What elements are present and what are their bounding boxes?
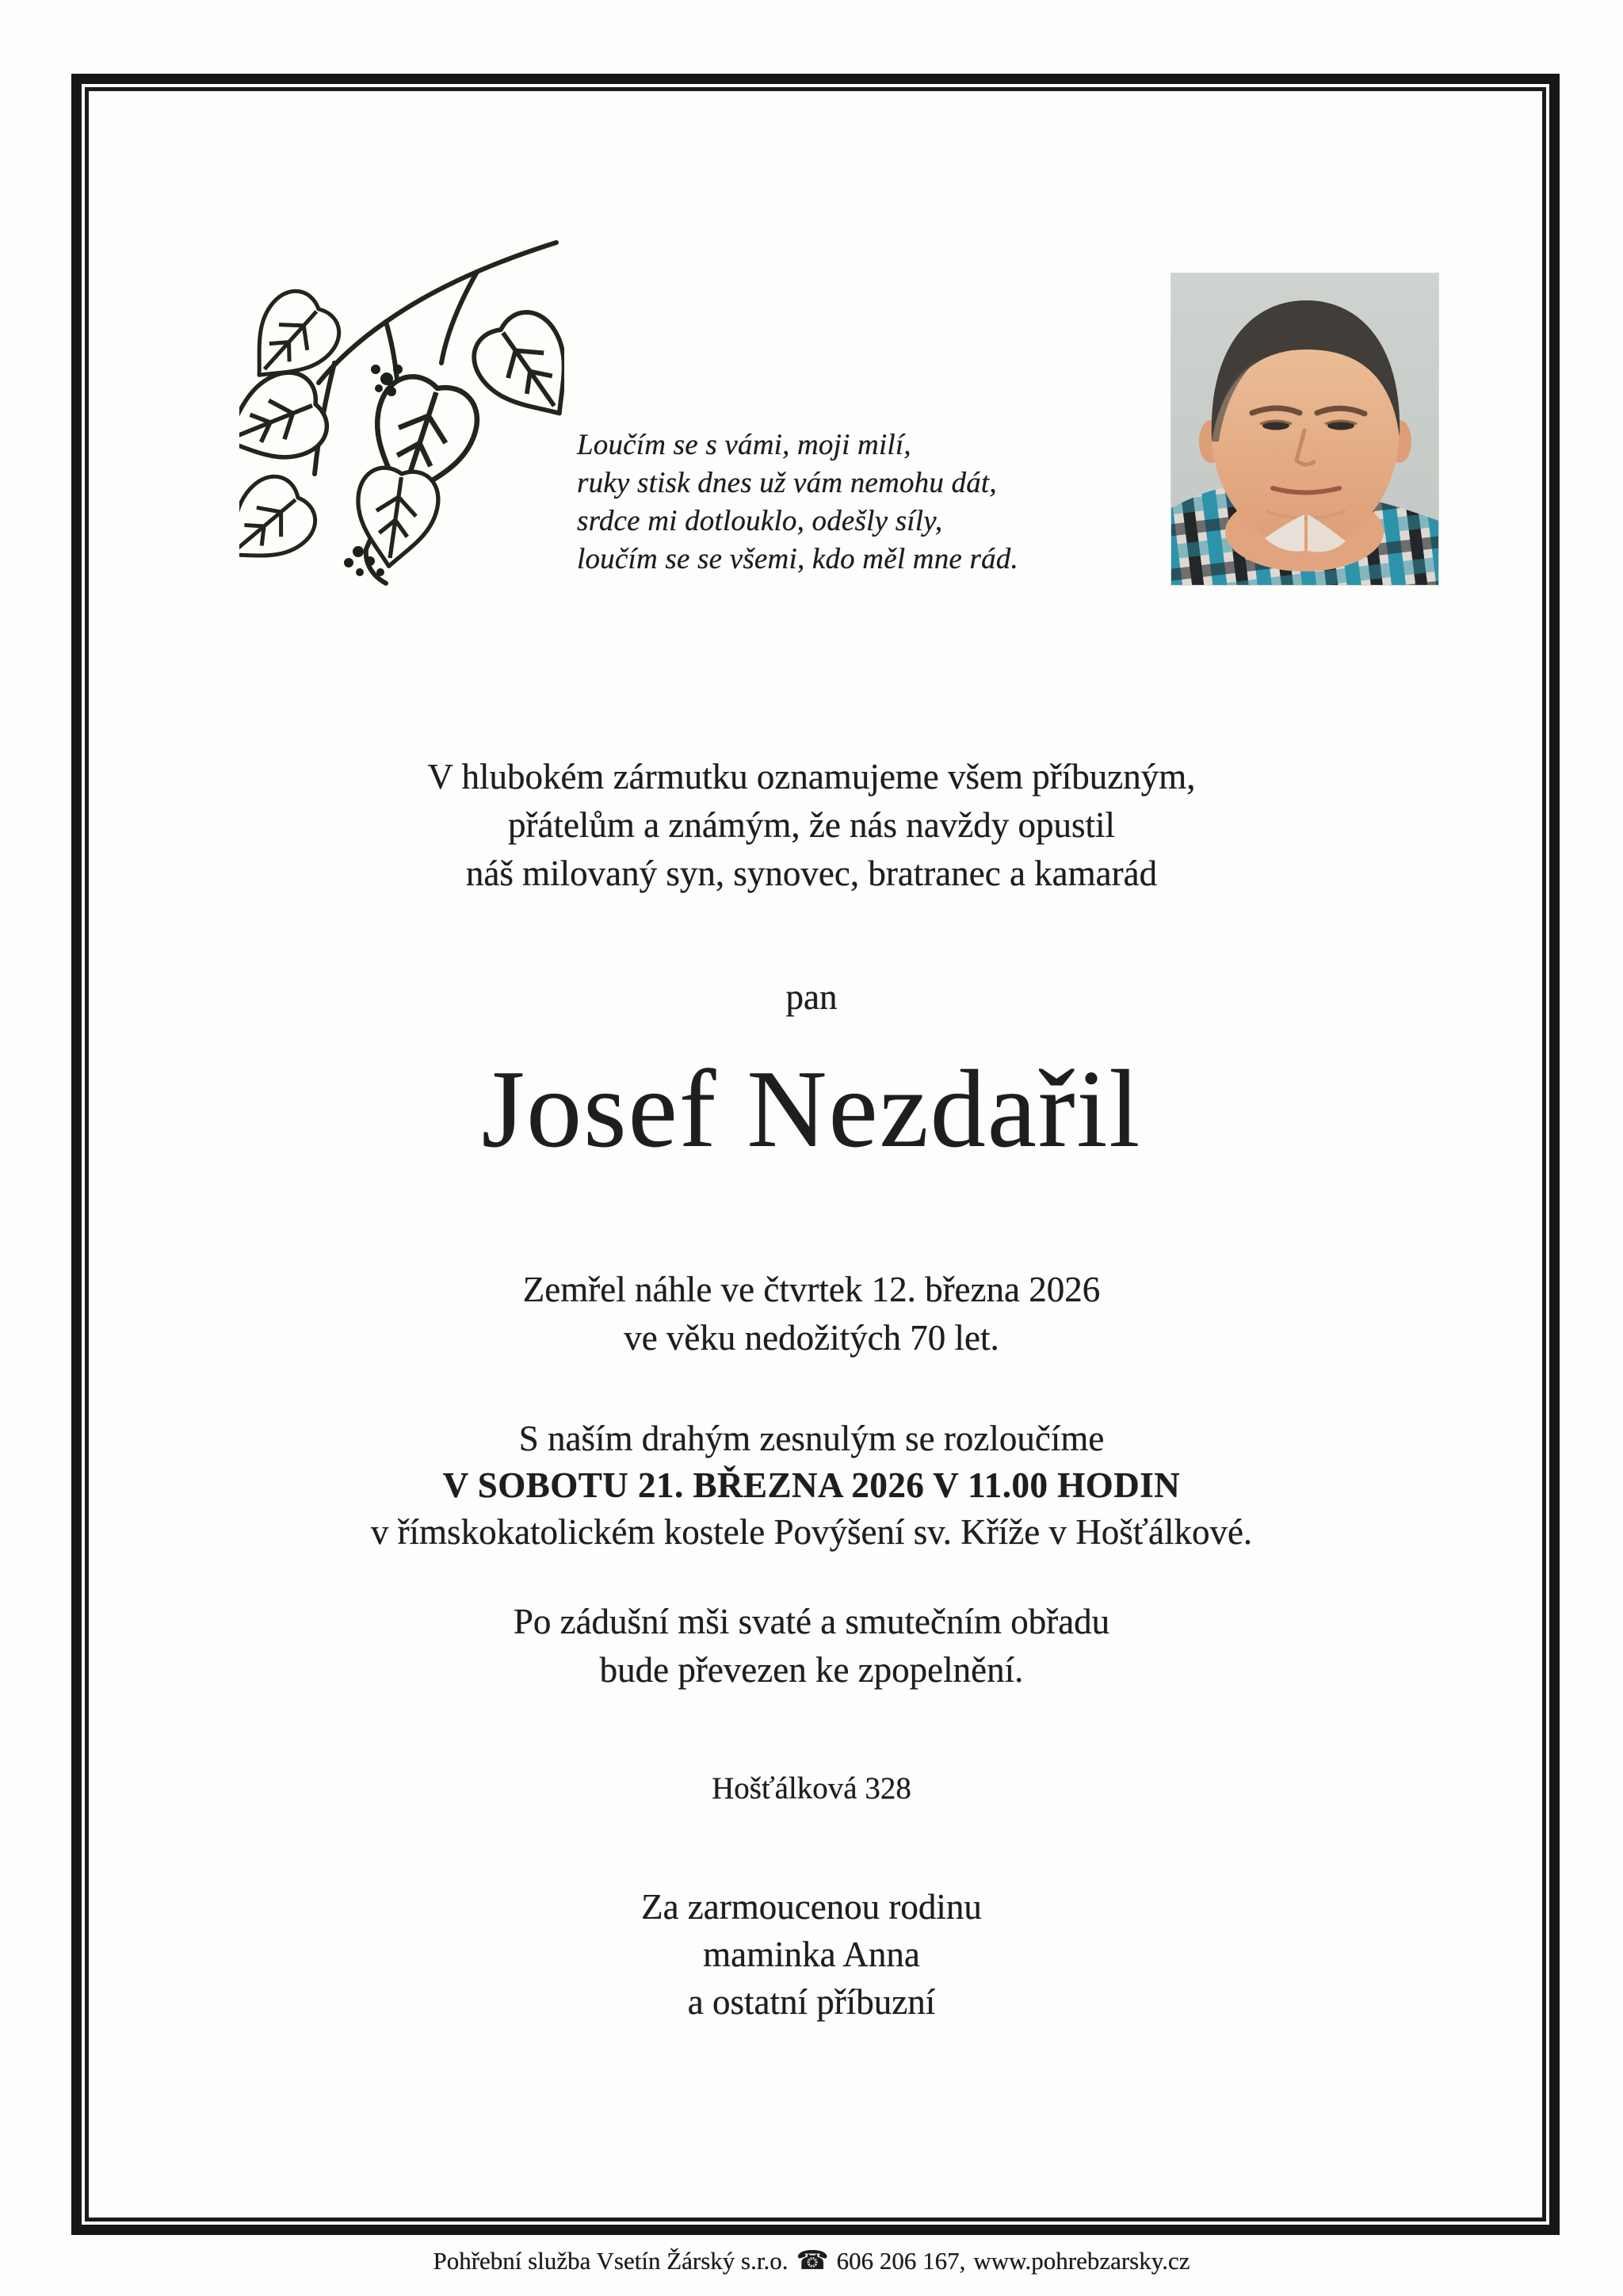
ceremony-datetime: V SOBOTU 21. BŘEZNA 2026 V 11.00 HODIN [442, 1465, 1181, 1505]
funeral-service-footer [0, 2244, 1623, 2275]
cremation-line: Po zádušní mši svaté a smutečním obřadu [513, 1602, 1110, 1641]
ceremony-place: v římskokatolickém kostele Povýšení sv. Kříže v Hošťálkové. [370, 1512, 1253, 1552]
death-info-line: ve věku nedožitých 70 let. [624, 1318, 999, 1358]
linden-branch-icon [239, 236, 564, 589]
poem-line: ruky stisk dnes už vám nemohu dát, [577, 467, 997, 499]
family-line: Za zarmoucenou rodinu [641, 1887, 982, 1927]
deceased-name: Josef Nezdařil [481, 1048, 1142, 1171]
family-line: a ostatní příbuzní [687, 1982, 936, 2022]
ceremony-info [0, 1415, 1623, 1556]
announcement-line: přátelům a známým, že nás navždy opustil [507, 805, 1115, 845]
ceremony-intro: S naším drahým zesnulým se rozloučíme [518, 1419, 1105, 1458]
poem-line: srdce mi dotlouklo, odešly síly, [577, 505, 943, 537]
phone-icon: ☎ [796, 2244, 829, 2275]
announcement-line: V hlubokém zármutku oznamujeme všem příbuzným, [427, 757, 1196, 797]
family-signature [0, 1883, 1623, 2026]
poem-line: Loučím se s vámi, moji milí, [577, 429, 911, 461]
farewell-poem [577, 426, 1018, 579]
honorific: pan [785, 977, 838, 1017]
poem-line: loučím se se všemi, kdo měl mne rád. [577, 543, 1018, 575]
death-info [0, 1266, 1623, 1362]
announcement-line: náš milovaný syn, synovec, bratranec a kamarád [465, 854, 1158, 893]
funeral-phone-number: 606 206 167, [836, 2247, 966, 2275]
funeral-company-name: Pohřební služba Vsetín Žárský s.r.o. [433, 2247, 789, 2275]
cremation-info [0, 1598, 1623, 1694]
deceased-portrait-photo [1171, 273, 1438, 585]
home-address: Hošťálková 328 [712, 1771, 911, 1805]
announcement-text [0, 753, 1623, 898]
family-line: maminka Anna [703, 1935, 920, 1974]
funeral-website: www.pohrebzarsky.cz [973, 2247, 1190, 2275]
death-info-line: Zemřel náhle ve čtvrtek 12. března 2026 [522, 1270, 1101, 1309]
cremation-line: bude převezen ke zpopelnění. [599, 1650, 1024, 1690]
